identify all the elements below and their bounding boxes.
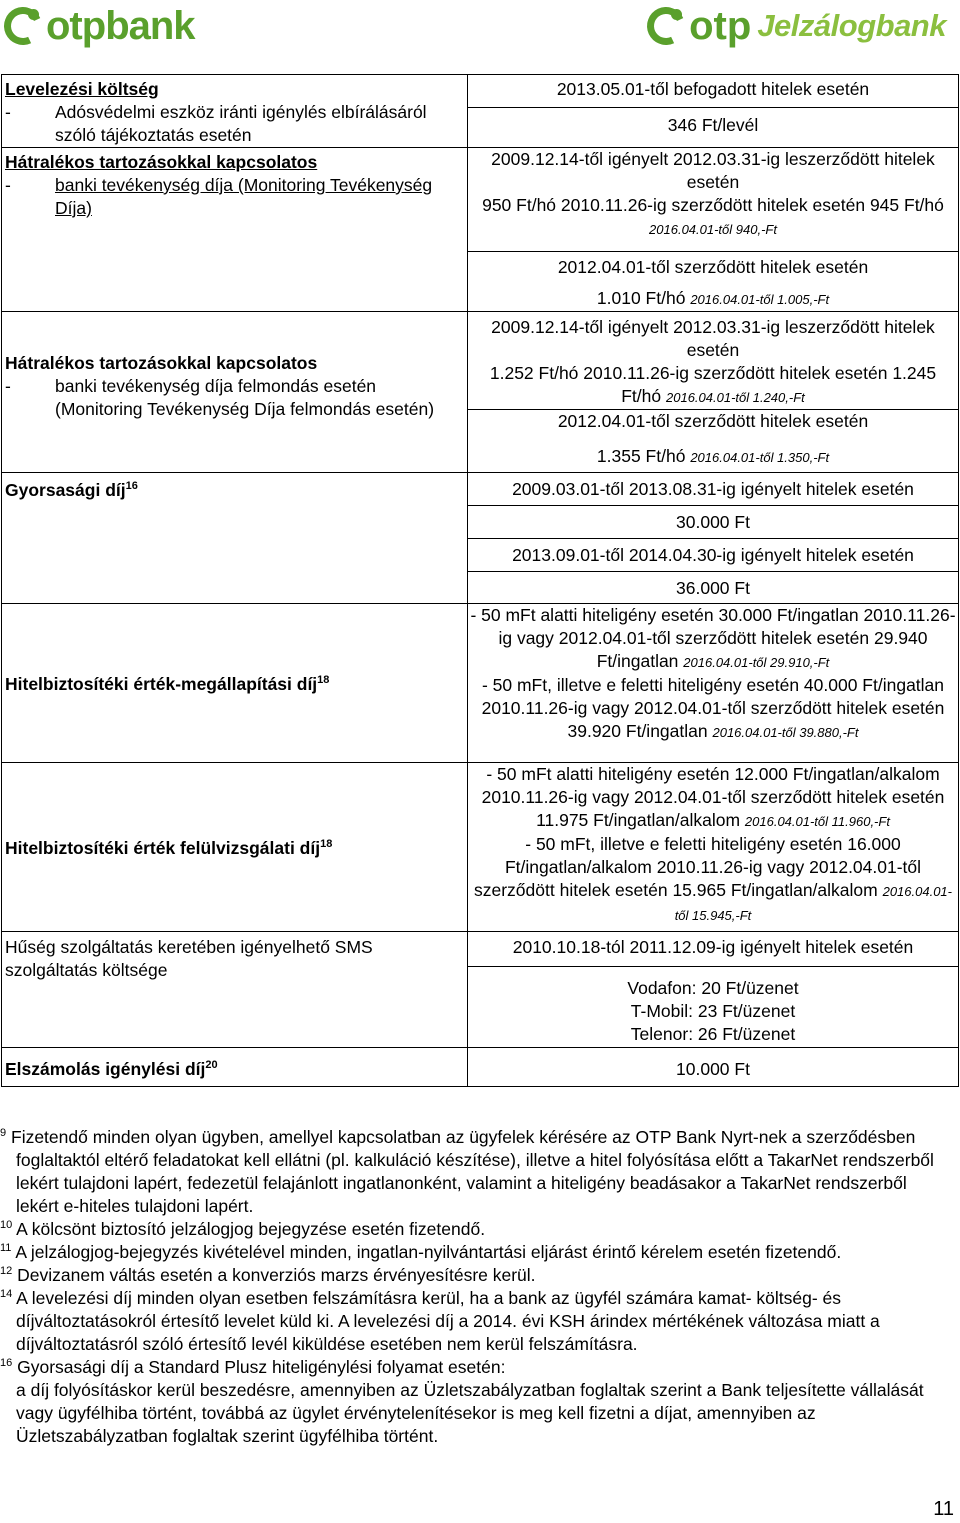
fee-condition: 2012.04.01-től szerződött hitelek esetén [557, 257, 869, 277]
fee-title: Hátralékos tartozásokkal kapcsolatos [5, 152, 318, 172]
fee-label-cell [2, 473, 468, 604]
fee-value-cell [468, 539, 959, 572]
footnote-ref: 18 [320, 838, 333, 851]
fee-value-cell [468, 252, 959, 312]
fee-amount: 10.000 Ft [676, 1059, 750, 1079]
fee-condition: 2009.03.01-től 2013.08.31-ig igényelt hitelek esetén [512, 479, 914, 499]
footnote-12: $^{12}$ Devizanem váltás esetén a konverziós marzs érvényesítésre kerül. [0, 1265, 536, 1285]
otp-logo-icon [647, 7, 685, 45]
fee-amount: 1.252 Ft/hó 2010.11.26-ig szerződött hitelek esetén 1.245 Ft/hó 2016.04.01-től 1.240,-Ft [489, 363, 937, 406]
fee-value-cell [468, 473, 959, 506]
fee-label-cell [2, 148, 468, 312]
fee-condition: - 50 mFt, illetve e feletti hiteligény esetén 16.000 Ft/ingatlan/alkalom 2010.11.26-ig vagy 2012.04.01-től szerződött hitelek esetén 15.965 Ft/ingatlan/alkalom 2016.04.01-től 15.945,-Ft [474, 834, 952, 923]
fee-condition: 2010.10.18-tól 2011.12.09-ig igényelt hitelek esetén [512, 937, 914, 957]
fee-amount: 950 Ft/hó 2010.11.26-ig szerződött hitelek esetén 945 Ft/hó 2016.04.01-től 940,-Ft [482, 195, 944, 237]
footnote-16-continuation: a díj folyósításkor kerül beszedésre, amennyiben az Üzletszabályzatban foglaltak szerint a Bank teljesítette vállalását vagy ügyfélhiba történt, továbbá az ügylet érvénytelenítésekor is meg kell fizetni a díjat, amennyiben az Üzletszabályzatban foglaltak szerint ügyfélhiba történt. [16, 1380, 924, 1446]
fee-value-cell [468, 410, 959, 473]
fee-value-cell [468, 932, 959, 967]
otpbank-logo-text: otpbank [46, 3, 195, 48]
fee-condition: 2009.12.14-től igényelt 2012.03.31-ig leszerződött hitelek esetén [491, 149, 935, 192]
fee-condition: - 50 mFt alatti hiteligény esetén 30.000 Ft/ingatlan 2010.11.26-ig vagy 2012.04.01-től szerződött hitelek esetén 29.940 Ft/ingatlan 2016.04.01-től 29.910,-Ft [470, 605, 956, 671]
fee-value-cell [468, 312, 959, 410]
footnote-16: $^{16}$ Gyorsasági díj a Standard Plusz hiteligénylési folyamat esetén: [0, 1357, 506, 1377]
fee-amount: 1.010 Ft/hó 2016.04.01-től 1.005,-Ft [596, 288, 830, 308]
fee-amount: Telenor: 26 Ft/üzenet [630, 1024, 796, 1044]
fee-amount: 30.000 Ft [676, 512, 750, 532]
fee-value-cell [468, 763, 959, 932]
fee-label-cell [2, 932, 468, 1048]
fee-amount: Vodafon: 20 Ft/üzenet [627, 978, 799, 998]
fee-condition: - 50 mFt, illetve e feletti hiteligény esetén 40.000 Ft/ingatlan 2010.11.26-ig vagy 2012.04.01-től szerződött hitelek esetén 39.920 Ft/ingatlan 2016.04.01-től 39.880,-Ft [481, 675, 945, 741]
fee-amount: 36.000 Ft [676, 578, 750, 598]
table-row [2, 763, 959, 932]
fee-value-cell [468, 506, 959, 539]
fee-label-cell [2, 604, 468, 763]
otp-logo-icon [4, 7, 42, 45]
fee-label-cell [2, 75, 468, 148]
fee-condition: - 50 mFt alatti hiteligény esetén 12.000 Ft/ingatlan/alkalom 2010.11.26-ig vagy 2012.04.01-től szerződött hitelek esetén 11.975 Ft/ingatlan/alkalom 2016.04.01-től 11.960,-Ft [481, 764, 945, 830]
table-row [2, 473, 959, 506]
fee-subitem: - banki tevékenység díja felmondás esetén (Monitoring Tevékenység Díja felmondás esetén) [5, 376, 435, 419]
fee-title: Levelezési költség [5, 79, 159, 99]
fee-title: Hitelbiztosítéki érték felülvizsgálati díj [5, 838, 321, 858]
table-row [2, 75, 959, 108]
footnote-10: $^{10}$ A kölcsönt biztosító jelzálogjog bejegyzése esetén fizetendő. [0, 1219, 486, 1239]
fee-value-cell [468, 967, 959, 1048]
footnote-ref: 18 [317, 674, 330, 687]
fee-value-cell [468, 572, 959, 604]
fee-title: Elszámolás igénylési díj [5, 1059, 206, 1079]
footnote-ref: 20 [205, 1059, 218, 1072]
fee-amount: 346 Ft/levél [667, 114, 759, 135]
table-row [2, 932, 959, 967]
fee-label-cell [2, 312, 468, 473]
footnote-11: $^{11}$ A jelzálogjog-bejegyzés kivételével minden, ingatlan-nyilvántartási eljárást érintő kérelem esetén fizetendő. [0, 1242, 842, 1262]
page-number: 11 [933, 1498, 954, 1520]
fee-amount: T-Mobil: 23 Ft/üzenet [630, 1001, 796, 1021]
table-row [2, 604, 959, 763]
footnote-ref: 16 [125, 480, 138, 493]
fee-subitem: - banki tevékenység díja (Monitoring Tevékenység Díja) [5, 175, 433, 218]
fee-value-cell [468, 107, 959, 147]
table-row [2, 312, 959, 410]
fee-condition: 2009.12.14-től igényelt 2012.03.31-ig leszerződött hitelek esetén [491, 317, 935, 360]
fee-value-cell [468, 604, 959, 763]
fee-condition: 2012.04.01-től szerződött hitelek esetén [557, 411, 869, 431]
table-row [2, 1048, 959, 1087]
otpbank-logo [4, 0, 195, 52]
table-row [2, 148, 959, 252]
fee-amount: 1.355 Ft/hó 2016.04.01-től 1.350,-Ft [596, 446, 830, 466]
jelzalogbank-logo-text: Jelzálogbank [757, 8, 946, 43]
fee-title: Hűség szolgáltatás keretében igényelhető SMS szolgáltatás költsége [5, 937, 373, 980]
fee-title: Gyorsasági díj [5, 480, 126, 500]
fee-label-cell [2, 763, 468, 932]
footnote-14: $^{14}$ A levelezési díj minden olyan esetben felszámításra kerül, ha a bank az ügyfél számára kamat- költség- és díjváltoztatásokról értesítő levelet küld ki. A levelezési díj a 2014. évi KSH árindex mértékének változása miatt a díjváltoztatásról szóló értesítő levél kiküldése esetében nem kerül felszámításra. [0, 1288, 880, 1354]
otp-jelzalogbank-logo [647, 0, 946, 52]
fee-label-cell [2, 1048, 468, 1087]
footnotes [0, 1126, 945, 1448]
otp-logo-text: otp [689, 3, 752, 48]
fee-title: Hátralékos tartozásokkal kapcsolatos [5, 353, 318, 373]
fee-value-cell [468, 148, 959, 252]
fee-condition: 2013.09.01-től 2014.04.30-ig igényelt hitelek esetén [512, 545, 914, 565]
fee-value-cell [468, 1048, 959, 1087]
fee-title: Hitelbiztosítéki érték-megállapítási díj [5, 674, 318, 694]
fee-subitem: - Adósvédelmi eszköz iránti igénylés elbírálásáról szóló tájékoztatás esetén [5, 102, 427, 145]
fee-table [1, 74, 959, 1087]
footnote-9: $^9$ Fizetendő minden olyan ügyben, amellyel kapcsolatban az ügyfelek kérésére az OTP Bank Nyrt-nek a szerződésben foglaltaktól eltérő feladatokat kell ellátni (pl. kalkuláció készítése), illetve a hitel folyósítása előtt a TakarNet rendszerből lekért tulajdoni lapért, fedezetül felajánlott ingatlanonként, valamint a hiteligény beadásakor a TakarNet rendszerből lekért e-hiteles tulajdoni lapért. [0, 1127, 934, 1216]
fee-value-cell [468, 75, 959, 108]
fee-condition: 2013.05.01-től befogadott hitelek esetén [556, 79, 870, 99]
